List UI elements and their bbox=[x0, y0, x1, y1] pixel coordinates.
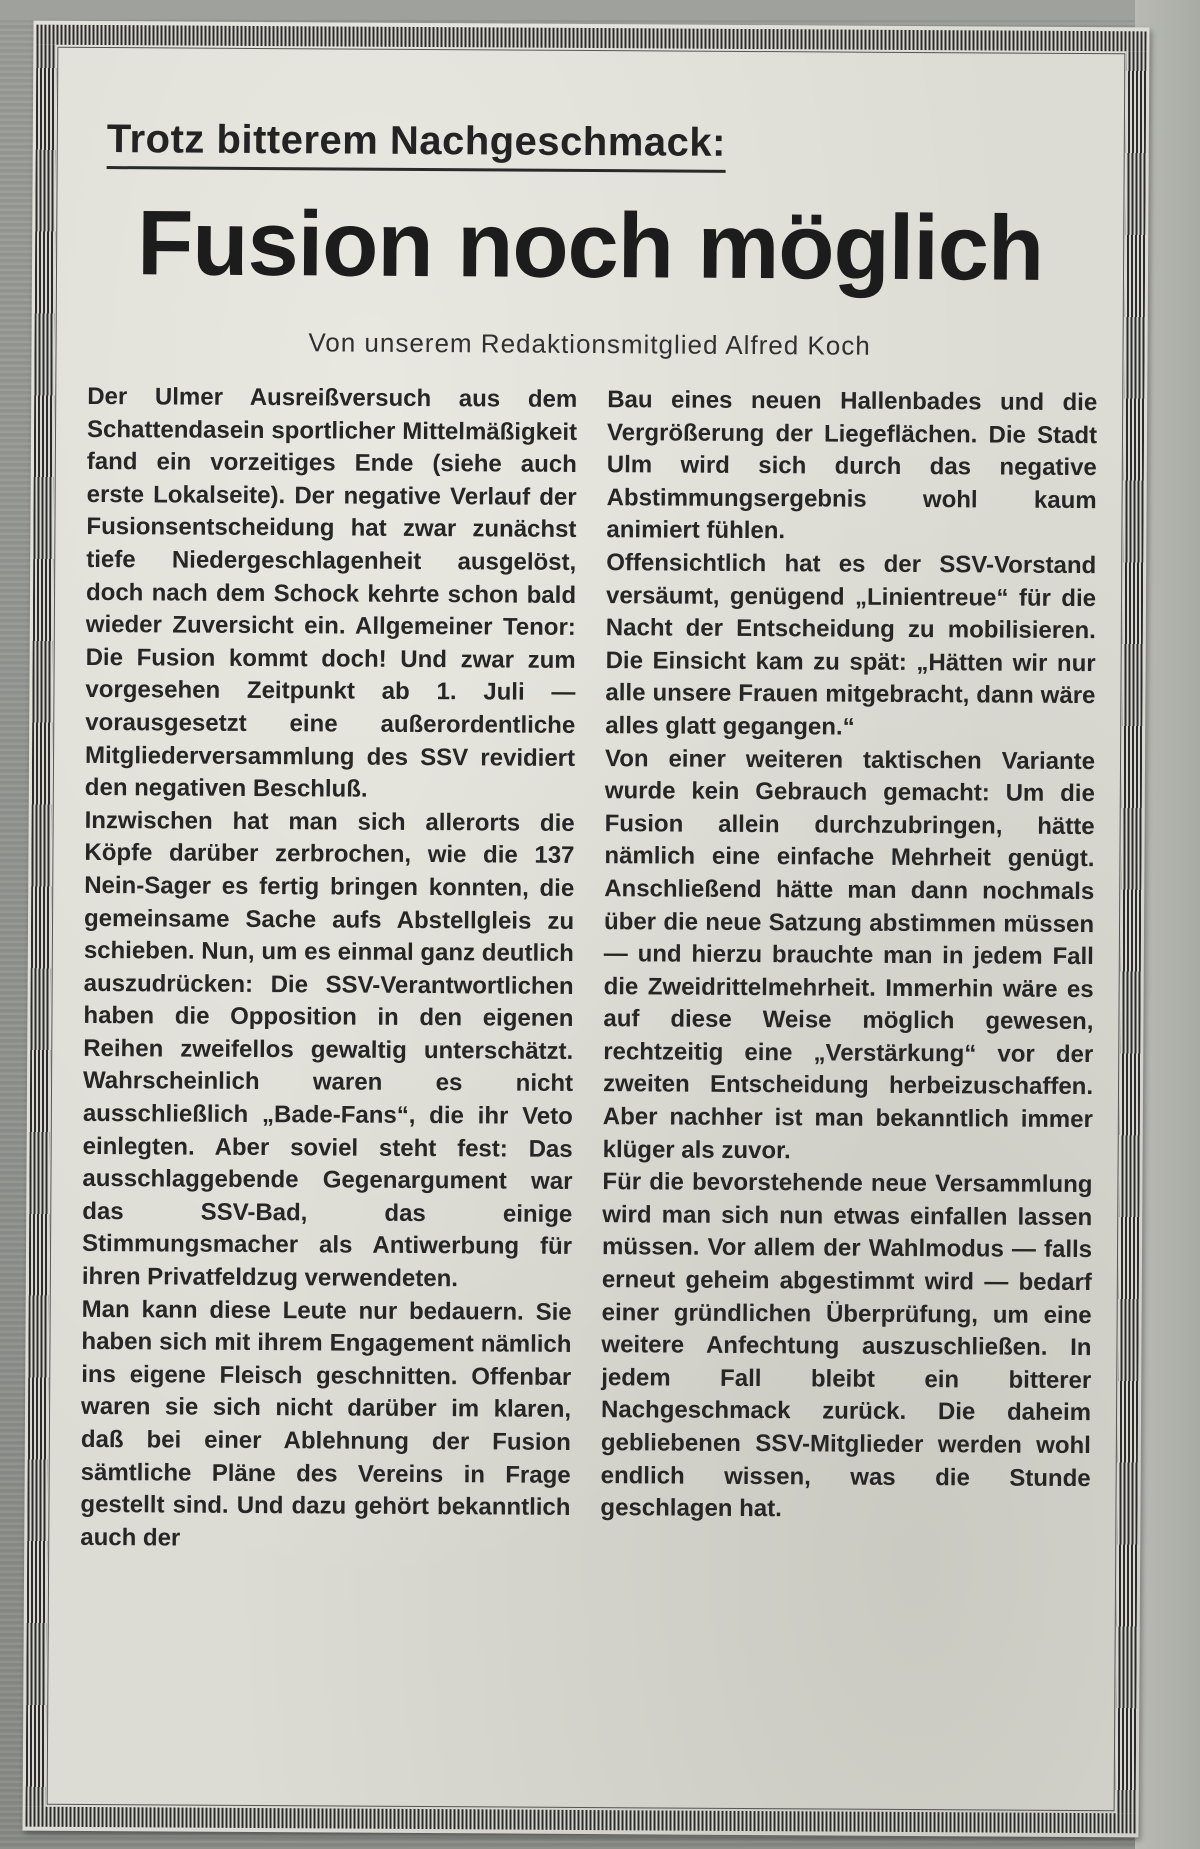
left-column bbox=[80, 381, 577, 1557]
paragraph: Offensichtlich hat es der SSV-Vorstand versäumt, genügend „Linientreue“ für die Nacht der Entscheidung zu mobilisieren. Die Einsicht kam zu spät: „Hätten wir nur alle unsere Frauen mitgebracht, dann wäre alles glatt gegangen.“ bbox=[605, 549, 1097, 741]
paragraph: Für die bevorstehende neue Versammlung wird man sich nun etwas einfallen lassen müssen. Vor allem der Wahlmodus — falls erneut geheim abgestimmt wird — bedarf einer gründlichen Überprüfung, um eine weitere Anfechtung auszuschließen. In jedem Fall bleibt ein bitterer Nachgeschmack zurück. Die daheim gebliebenen SSV-Mitglieder werden wohl endlich wissen, was die Stunde geschlagen hat. bbox=[600, 1168, 1093, 1523]
article-kicker: Trotz bitterem Nachgeschmack: bbox=[107, 117, 726, 173]
right-column bbox=[600, 384, 1097, 1528]
paragraph: Bau eines neuen Hallenbades und die Vergrößerung der Liegeflächen. Die Stadt Ulm wird sich durch das negative Abstimmungsergebnis wohl kaum animiert fühlen. bbox=[606, 386, 1098, 545]
paragraph: Inzwischen hat man sich allerorts die Köpfe darüber zerbrochen, wie die 137 Nein-Sager es fertig bringen konnten, die gemeinsame Sache aufs Abstellgleis zu schieben. Nun, um es einmal ganz deutlich auszudrücken: Die SSV-Verantwortlichen haben die Opposition in den eigenen Reihen zweifellos gewaltig unterschätzt. Wahrscheinlich waren es nicht ausschließlich „Bade-Fans“, die ihr Veto einlegten. Aber soviel steht fest: Das ausschlaggebende Gegenargument war das SSV-Bad, das einige Stimmungsmacher als Antiwerbung für ihren Privatfeldzug verwendeten. bbox=[81, 806, 575, 1293]
paragraph: Man kann diese Leute nur bedauern. Sie haben sich mit ihrem Engagement nämlich ins eigene Fleisch geschnitten. Offenbar waren sie sich nicht darüber im klaren, daß bei einer Ablehnung der Fusion sämtliche Pläne des Vereins in Frage gestellt sind. Und dazu gehört bekanntlich auch der bbox=[80, 1295, 572, 1552]
newspaper-clipping bbox=[22, 21, 1149, 1838]
background-paper-top bbox=[0, 0, 1200, 20]
article-body bbox=[79, 381, 1098, 1782]
article-headline: Fusion noch möglich bbox=[136, 192, 1044, 300]
paragraph: Von einer weiteren taktischen Variante wurde kein Gebrauch gemacht: Um die Fusion allein durchzubringen, hätte nämlich eine einfache Mehrheit genügt. Anschließend hätte man dann nochmals über die neue Satzung abstimmen müssen — und hierzu brauchte man in jedem Fall die Zweidrittelmehrheit. Immerhin wäre es auf diese Weise möglich gewesen, rechtzeitig eine „Verstärkung“ vor der zweiten Entscheidung herbeizuschaffen. Aber nachher ist man bekanntlich immer klüger als zuvor. bbox=[602, 744, 1096, 1164]
article bbox=[61, 81, 1111, 1787]
article-byline: Von unserem Redaktionsmitglied Alfred Koch bbox=[308, 327, 871, 361]
paragraph: Der Ulmer Ausreißversuch aus dem Schattendasein sportlicher Mittelmäßigkeit fand ein vorzeitiges Ende (siehe auch erste Lokalseite). Der negative Verlauf der Fusionsentscheidung hat zwar zunächst tiefe Niedergeschlagenheit ausgelöst, doch nach dem Schock kehrte schon bald wieder Zuversicht ein. Allgemeiner Tenor: Die Fusion kommt doch! Und zwar zum vorgesehen Zeitpunkt ab 1. Juli — vorausgesetzt eine außerordentliche Mitgliederversammlung des SSV revidiert den negativen Beschluß. bbox=[84, 382, 578, 803]
